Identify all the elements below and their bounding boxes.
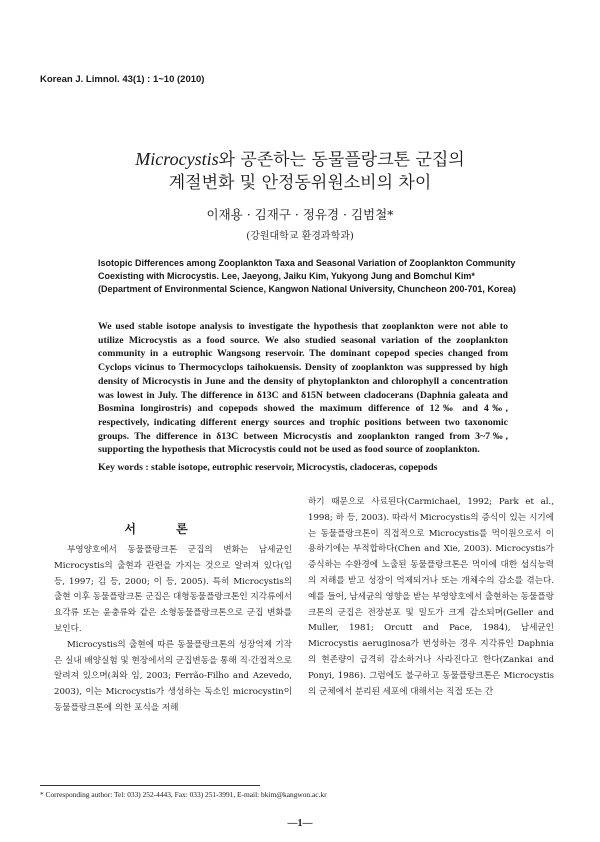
keywords: Key words : stable isotope, eutrophic reservoir, Microcystis, cladoceras, copepods — [98, 462, 438, 473]
english-title-block: Isotopic Differences among Zooplankton Taxa and Seasonal Variation of Zooplankton Community Coexisting with Microcystis. Lee, Jaeyong, Jaiku Kim, Yukyong Jung and Bomchul Kim* (Department of Environmental Science, Kangwon National University, Chuncheon 200-701, Korea) — [98, 258, 516, 294]
corresponding-author-footnote: * Corresponding author: Tel: 033) 252-4443, Fax: 033) 251-3991, E-mail: bkim@kangwon.ac.kr — [40, 790, 327, 799]
abstract: We used stable isotope analysis to investigate the hypothesis that zooplankton were not able to utilize Microcystis as a food source. We also studied seasonal variation of the zooplankton community in a eutrophic Wangsong reservoir. The dominant copepod species changed from Cyclops vicinus to Thermocyclops taihokuensis. Density of zooplankton was suppressed by high density of Microcystis in June and the density of phytoplankton and chlorophyll a concentration was lowest in July. The difference in δ13C and δ15N between cladocerans (Daphnia galeata and Bosmina longirostris) and copepods showed the maximum difference of 12‰ and 4‰, respectively, indicating different energy sources and trophic positions between two taxonomic groups. The difference in δ13C between Microcystis and zooplankton ranged from 3~7‰, supporting the hypothesis that Microcystis could not be used as food source of zooplankton. — [98, 321, 508, 456]
footnote-divider — [40, 785, 260, 786]
title-genus: Microcystis — [135, 149, 219, 169]
body-paragraph: 부영양호에서 동물플랑크톤 군집의 변화는 남세균인 Microcystis의 출현과 관련을 가지는 것으로 알려져 있다(임 등, 1997; 김 등, 2000; 이 등, 2005). 특히 Microcystis의 출현 이후 동물플랑크톤 군집은 대형동물플랑크톤인 지각류에서 요각류 또는 윤충류와 같은 소형동물플랑크톤으로 군집 변화를 보인다. — [54, 545, 292, 634]
title-line1-text: 와 공존하는 동물플랑크톤 군집의 — [218, 150, 465, 170]
author-list: 이재용 · 김재구 · 정유경 · 김범철* — [206, 207, 394, 222]
korean-title-line2: 계절변화 및 안정동위원소비의 차이 — [168, 173, 432, 193]
affiliation: (강원대학교 환경과학과) — [246, 231, 354, 242]
page-number: —1— — [287, 818, 313, 829]
journal-citation: Korean J. Limnol. 43(1) : 1~10 (2010) — [40, 74, 205, 85]
korean-title-line1 — [0, 148, 600, 171]
body-column-right — [308, 495, 554, 700]
section-heading-introduction: 서 론 — [124, 522, 206, 536]
body-paragraph: Microcystis의 출현에 따른 동물플랑크톤의 성장억제 기작은 실내 배양실험 및 현장에서의 군집변동을 통해 직·간접적으로 알려져 있으며(최와 임, 2003; Ferrão-Filho and Azevedo, 2003), 이는 Microcystis가 생성하는 독소인 microcystin이 동물플랑크톤에 의한 포식을 저해 — [54, 639, 292, 713]
body-paragraph: 하기 때문으로 사료된다(Carmichael, 1992; Park et al., 1998; 하 등, 2003). 따라서 Microcystis의 증식이 있는 시기에는 동물플랑크톤이 직접적으로 Microcystis를 먹이원으로서 이용하기에는 부적합하다(Chen and Xie, 2003). Microcystis가 증식하는 수환경에 노출된 동물플랑크톤은 먹이에 대한 섭식능력의 저해를 받고 성장이 억제되거나 또는 개체수의 감소를 겪는다. 예를 들어, 남세균의 영향을 받는 부영양호에서 출현하는 동물플랑크톤의 군집은 전장분포 및 밀도가 크게 감소되며(Geller and Muller, 1981; Orcutt and Pace, 1984), 남세균인 Microcystis aeruginosa가 번성하는 경우 지각류인 Daphnia의 현존량이 급격히 감소하거나 사라진다고 한다(Zankai and Ponyi, 1986). 그럼에도 불구하고 동물플랑크톤은 Microcystis의 군체에서 분리된 세포에 대해서는 직접 또는 간 — [308, 497, 554, 697]
body-column-left — [54, 543, 292, 717]
